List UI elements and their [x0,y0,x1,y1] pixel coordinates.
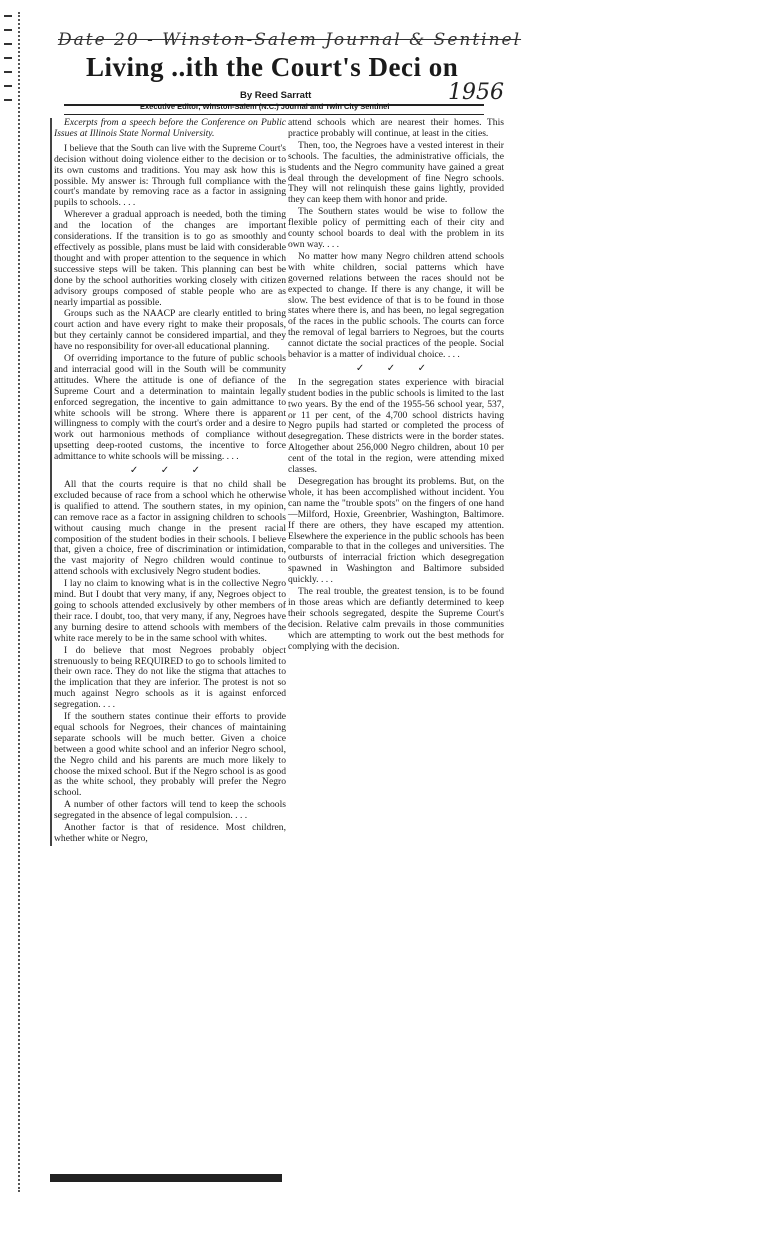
section-ornament: ✓ ✓ ✓ [355,362,437,374]
paragraph: The Southern states would be wise to follow the flexible policy of permitting each of their city and county school boards to deal with the problem in its own way. . . . [288,206,504,250]
paragraph: All that the courts require is that no child shall be excluded because of race from a school which he otherwise is qualified to attend. The southern states, in my opinion, can remove race as a factor in assigning children to schools without causing much change in the present racial composition of the student bodies in their schools. I believe that, given a choice, free of discrimination or intimidation, the vast majority of Negro children would continue to attend schools with exclusively Negro student bodies. [54,479,286,578]
left-column [50,118,286,846]
byline: By Reed Sarratt [240,90,312,101]
paragraph: Then, too, the Negroes have a vested interest in their schools. The faculties, the administrative officials, the students and the Negro community have gained a great deal through the development of fine Negro schools. They will not relinquish these gains lightly, provided they can keep them with honor and pride. [288,139,504,206]
paragraph: I lay no claim to knowing what is in the collective Negro mind. But I doubt that very many, if any, Negroes object to going to schools attended exclusively by other members of their race. I doubt, too, that very many, if any, Negroes have any burning desire to attend schools with members of the white race merely to be in the same school with whites. [54,578,286,644]
author-credit: Executive Editor, Winston-Salem (N.C.) Journal and Twin City Sentinel [140,102,390,111]
paragraph: In the segregation states experience with biracial student bodies in the public schools is limited to the last two years. By the end of the 1955-56 school year, 537, or 11 per cent, of the 4,700 school districts having Negro pupils had started or completed the process of desegregation. These districts were in the border states. Altogether about 256,000 Negro children, about 10 per cent of the total in the region, were attending mixed classes. [288,376,504,476]
paragraph: Another factor is that of residence. Most children, whether white or Negro, [54,822,286,844]
sub-rule [64,114,484,115]
handwritten-note: Date 20 - Winston-Salem Journal & Sentinel [58,30,522,50]
paragraph: The real trouble, the greatest tension, is to be found in those areas which are defiantly determined to keep their schools segregated, despite the Supreme Court's decision. Relative calm prevails in those communities which are attempting to work out the best methods for complying with the decision. [288,586,504,652]
paragraph: attend schools which are nearest their homes. This practice probably will continue, at least in the cities. [288,117,504,139]
paragraph: I do believe that most Negroes probably object strenuously to being REQUIRED to go to schools limited to their own race. They do not like the stigma that attaches to the implication that they are inferior. The protest is not so much against Negro schools as it is against enforced segregation. . . . [54,644,286,711]
headline: Living ..ith the Court's Deci on [86,52,459,82]
intro-note: Excerpts from a speech before the Conference on Public Issues at Illinois State Normal University. [54,117,286,139]
paragraph: Wherever a gradual approach is needed, both the timing and the location of the changes are important considerations. If the transition is to go as smoothly and effectively as possible, plans must be laid with considerable thought and with proper attention to the sequence in which successive steps will be taken. This planning can best be done by the school authorities working closely with citizen advisory groups composed of stable people who are as nearly impartial as possible. [54,209,286,308]
paragraph: A number of other factors will tend to keep the schools segregated in the absence of legal compulsion. . . . [54,799,286,822]
handwritten-year: 1956 [448,80,504,105]
bottom-edge-bar [50,1174,282,1182]
paragraph: Of overriding importance to the future of public schools and interracial good will in the South will be community attitudes. Where the attitude is one of defiance of the Supreme Court and a determination to maintain legally enforced segregation, the incentive to gain admittance to white schools will be strong. Where there is apparent willingness to comply with the court's order and a desire to work out harmonious methods of compliance without upsetting deep-rooted customs, the incentive to force admittance to white schools will be missing. . . . [54,353,286,463]
right-column [288,118,504,654]
newspaper-clipping [44,30,694,1220]
paragraph: If the southern states continue their efforts to provide equal schools for Negroes, their chances of maintaining separate schools will be much better. Given a choice between a good white school and an inferior Negro school, the Negro child and his parents are much more likely to choose the mixed school. But if the Negro school is as good as the white school, they probably will prefer the Negro school. [54,711,286,799]
paragraph: I believe that the South can live with the Supreme Court's decision without doing violence either to the decision or to its own customs and traditions. You may ask how this is possible. My answer is: Through full compliance with the court's mandate by removing race as a factor in assigning pupils to schools. . . . [54,142,286,209]
paragraph: Groups such as the NAACP are clearly entitled to bring court action and have every right to make their proposals, but they certainly cannot be considered impartial, and they have no responsibility for over-all educational planning. [54,308,286,353]
paragraph: Desegregation has brought its problems. But, on the whole, it has been accomplished without incident. You can name the "trouble spots" on the fingers of one hand—Milford, Hoxie, Greenbrier, Washington, Baltimore. If there are others, they have escaped my attention. Elsewhere the experience in the public schools has been comparable to that in the colleges and universities. The outbursts of interracial friction which desegregation spawned in Washington and Baltimore subsided quickly. . . . [288,476,504,586]
paragraph: No matter how many Negro children attend schools with white children, social patterns which have governed relations between the races should not be expected to change. If there is any change, it will be slow. The best evidence of that is to be found in those states where there is, and has been, no legal segregation of the races in the public schools. The courts can force the removal of legal barriers to Negroes, but the courts cannot dictate the social practices of the people. Social behavior is a matter of individual choice. . . . [288,250,504,361]
section-ornament: ✓ ✓ ✓ [129,465,211,477]
clipping-edge-marks [4,12,20,1192]
